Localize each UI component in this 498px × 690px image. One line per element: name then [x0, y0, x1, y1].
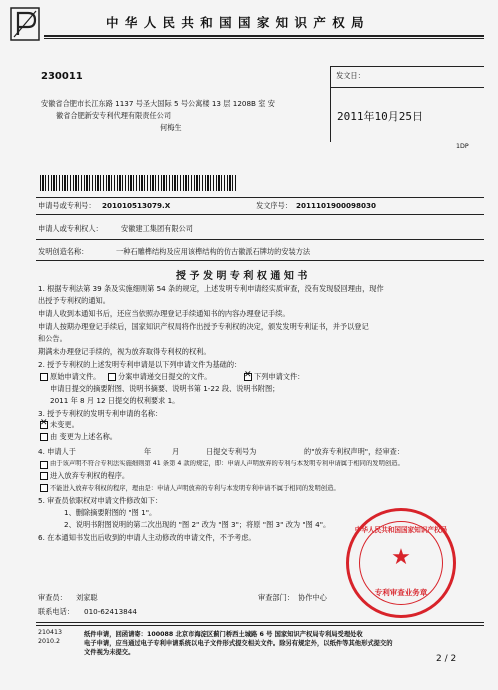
option-waiver-b: 进入放弃专利权的程序。 — [50, 471, 130, 480]
patent-office-logo-icon — [10, 7, 40, 41]
para-4-day: 日提交专利号为 — [206, 447, 257, 456]
info-rule-3 — [36, 239, 484, 240]
app-number-label: 申请号或专利号： — [38, 201, 96, 210]
recipient: 何梅生 — [160, 123, 182, 132]
invention-title: 一种石雕榫结构及应用该榫结构的仿古徽派石牌坊的安装方法 — [116, 247, 311, 256]
date-box-top — [330, 66, 484, 67]
serial-label: 发文序号： — [256, 201, 292, 210]
para-6: 6. 在本通知书发出后收到的申请人主动修改的申请文件，不予考虑。 — [38, 533, 256, 542]
invention-label: 发明创造名称： — [38, 247, 89, 256]
header-rule-thin — [44, 38, 484, 39]
option-unchanged: 未变更。 — [50, 420, 79, 429]
checkbox-divisional[interactable] — [108, 373, 116, 381]
seal-arc-text: 中华人民共和国国家知识产权局 — [354, 526, 448, 534]
para-3: 3. 授予专利权的发明专利申请的名称： — [38, 409, 163, 418]
date-box-divider — [330, 66, 331, 142]
serial-number: 2011101900098030 — [296, 201, 377, 210]
option-waiver-a: 由于该声明不符合专利法实施细则第 41 条第 4 款的规定，即：申请人声明放弃的专利与本发明专利申请属于相同的发明创造。 — [50, 460, 404, 467]
info-rule-4 — [36, 260, 484, 261]
applicant-value: 安徽建工集团有限公司 — [121, 224, 193, 233]
dept-label: 审查部门： — [258, 593, 294, 602]
dept-value: 协作中心 — [298, 593, 327, 602]
option-changed: 由 变更为上述名称。 — [50, 432, 117, 441]
amend-item-2: 2、说明书附图说明的第二次出现的 "图 2" 改为 "图 3"；将原 "图 3" 改为 "图 4"。 — [64, 520, 331, 529]
option-original: 原始申请文件。 — [50, 372, 101, 381]
para-1d: 申请人按期办理登记手续后，国家知识产权局将作出授予专利权的决定，颁发发明专利证书，并予以登记 — [38, 322, 369, 331]
address-line-2: 徽省合肥新安专利代理有限责任公司 — [56, 111, 172, 120]
seal-band-text: 专利审查业务章 — [374, 588, 428, 597]
seal-star-icon: ★ — [391, 545, 411, 570]
form-number-1: 210413 — [38, 629, 63, 636]
filing-docs: 申请日提交的摘要附图、说明书摘要、说明书第 1-22 段、说明书附图； — [50, 384, 280, 393]
date-box-mid — [330, 87, 484, 88]
notice-title: 授 予 发 明 专 利 权 通 知 书 — [176, 271, 308, 282]
phone-label: 联系电话： — [38, 607, 74, 616]
issue-date-label: 发文日： — [336, 71, 365, 80]
para-4-year: 年 — [144, 447, 152, 456]
checkbox-waiver-a[interactable] — [40, 461, 48, 469]
para-2: 2. 授予专利权的上述发明专利申请是以下列申请文件为基础的： — [38, 360, 242, 369]
checkbox-unchanged[interactable] — [40, 421, 48, 429]
para-4-end: 的"放弃专利权声明"，经审查： — [304, 447, 405, 456]
para-4-month: 月 — [172, 447, 180, 456]
checkbox-waiver-b[interactable] — [40, 472, 48, 480]
footer-note-3: 文件视为未提交。 — [84, 649, 135, 656]
footer-rule-1 — [36, 622, 484, 623]
para-1c: 申请人收到本通知书后，还应当依照办理登记手续通知书的内容办理登记手续。 — [38, 309, 290, 318]
form-code: 1DP — [456, 143, 469, 150]
address-line-1: 安徽省合肥市长江东路 1137 号圣大国际 5 号公寓楼 13 层 1208B 室 安 — [41, 99, 275, 108]
claims-date: 2011 年 8 月 12 日提交的权利要求 1。 — [50, 396, 180, 405]
option-waiver-c: 不能进入放弃专利权的程序，理由是：申请人声明放弃的专利与本发明专利申请不属于相同的发明创造。 — [50, 485, 340, 492]
barcode-icon — [40, 175, 236, 191]
examiner-value: 刘家聪 — [76, 593, 98, 602]
office-title: 中 华 人 民 共 和 国 国 家 知 识 产 权 局 — [106, 15, 365, 30]
official-seal-icon — [346, 508, 456, 618]
page-number: 2 / 2 — [436, 654, 457, 664]
option-divisional: 分案申请递交日提交的文件。 — [118, 372, 212, 381]
para-1f: 期满未办理登记手续的，视为放弃取得专利权的权利。 — [38, 347, 211, 356]
applicant-label: 申请人或专利权人： — [38, 224, 103, 233]
examiner-label: 审查员： — [38, 593, 67, 602]
para-5: 5. 审查员依职权对申请文件修改如下： — [38, 496, 163, 505]
checkbox-waiver-c[interactable] — [40, 484, 48, 492]
issue-date-value: 2011年10月25日 — [337, 110, 423, 123]
form-number-2: 2010.2 — [38, 638, 61, 645]
postcode: 230011 — [41, 71, 83, 82]
checkbox-original[interactable] — [40, 373, 48, 381]
para-4-start: 4. 申请人于 — [38, 447, 76, 456]
info-rule-1 — [36, 197, 484, 198]
para-1b: 出授予专利权的通知。 — [38, 296, 110, 305]
checkbox-following[interactable] — [244, 373, 252, 381]
para-1a: 1. 根据专利法第 39 条及实施细则第 54 条的规定，上述发明专利申请经实质审查，没有发现驳回理由，现作 — [38, 284, 384, 293]
option-following: 下列申请文件： — [254, 372, 305, 381]
checkbox-changed[interactable] — [40, 433, 48, 441]
para-1e: 和公告。 — [38, 334, 67, 343]
footer-rule-2 — [36, 625, 484, 626]
header-rule — [44, 35, 484, 37]
footer-note-2: 电子申请，应当通过电子专利申请系统以电子文件形式提交相关文件。除另有规定外，以纸件等其他形式提交的 — [84, 640, 393, 647]
amend-item-1: 1、删除摘要附图的 "图 1"。 — [64, 508, 157, 517]
footer-note-1: 纸件申请，回函请寄：100088 北京市海淀区蓟门桥西土城路 6 号 国家知识产权局专利局受理处收 — [84, 631, 363, 638]
app-number: 201010513079.X — [102, 201, 171, 210]
info-rule-2 — [36, 214, 484, 215]
phone-value: 010-62413844 — [84, 607, 137, 616]
